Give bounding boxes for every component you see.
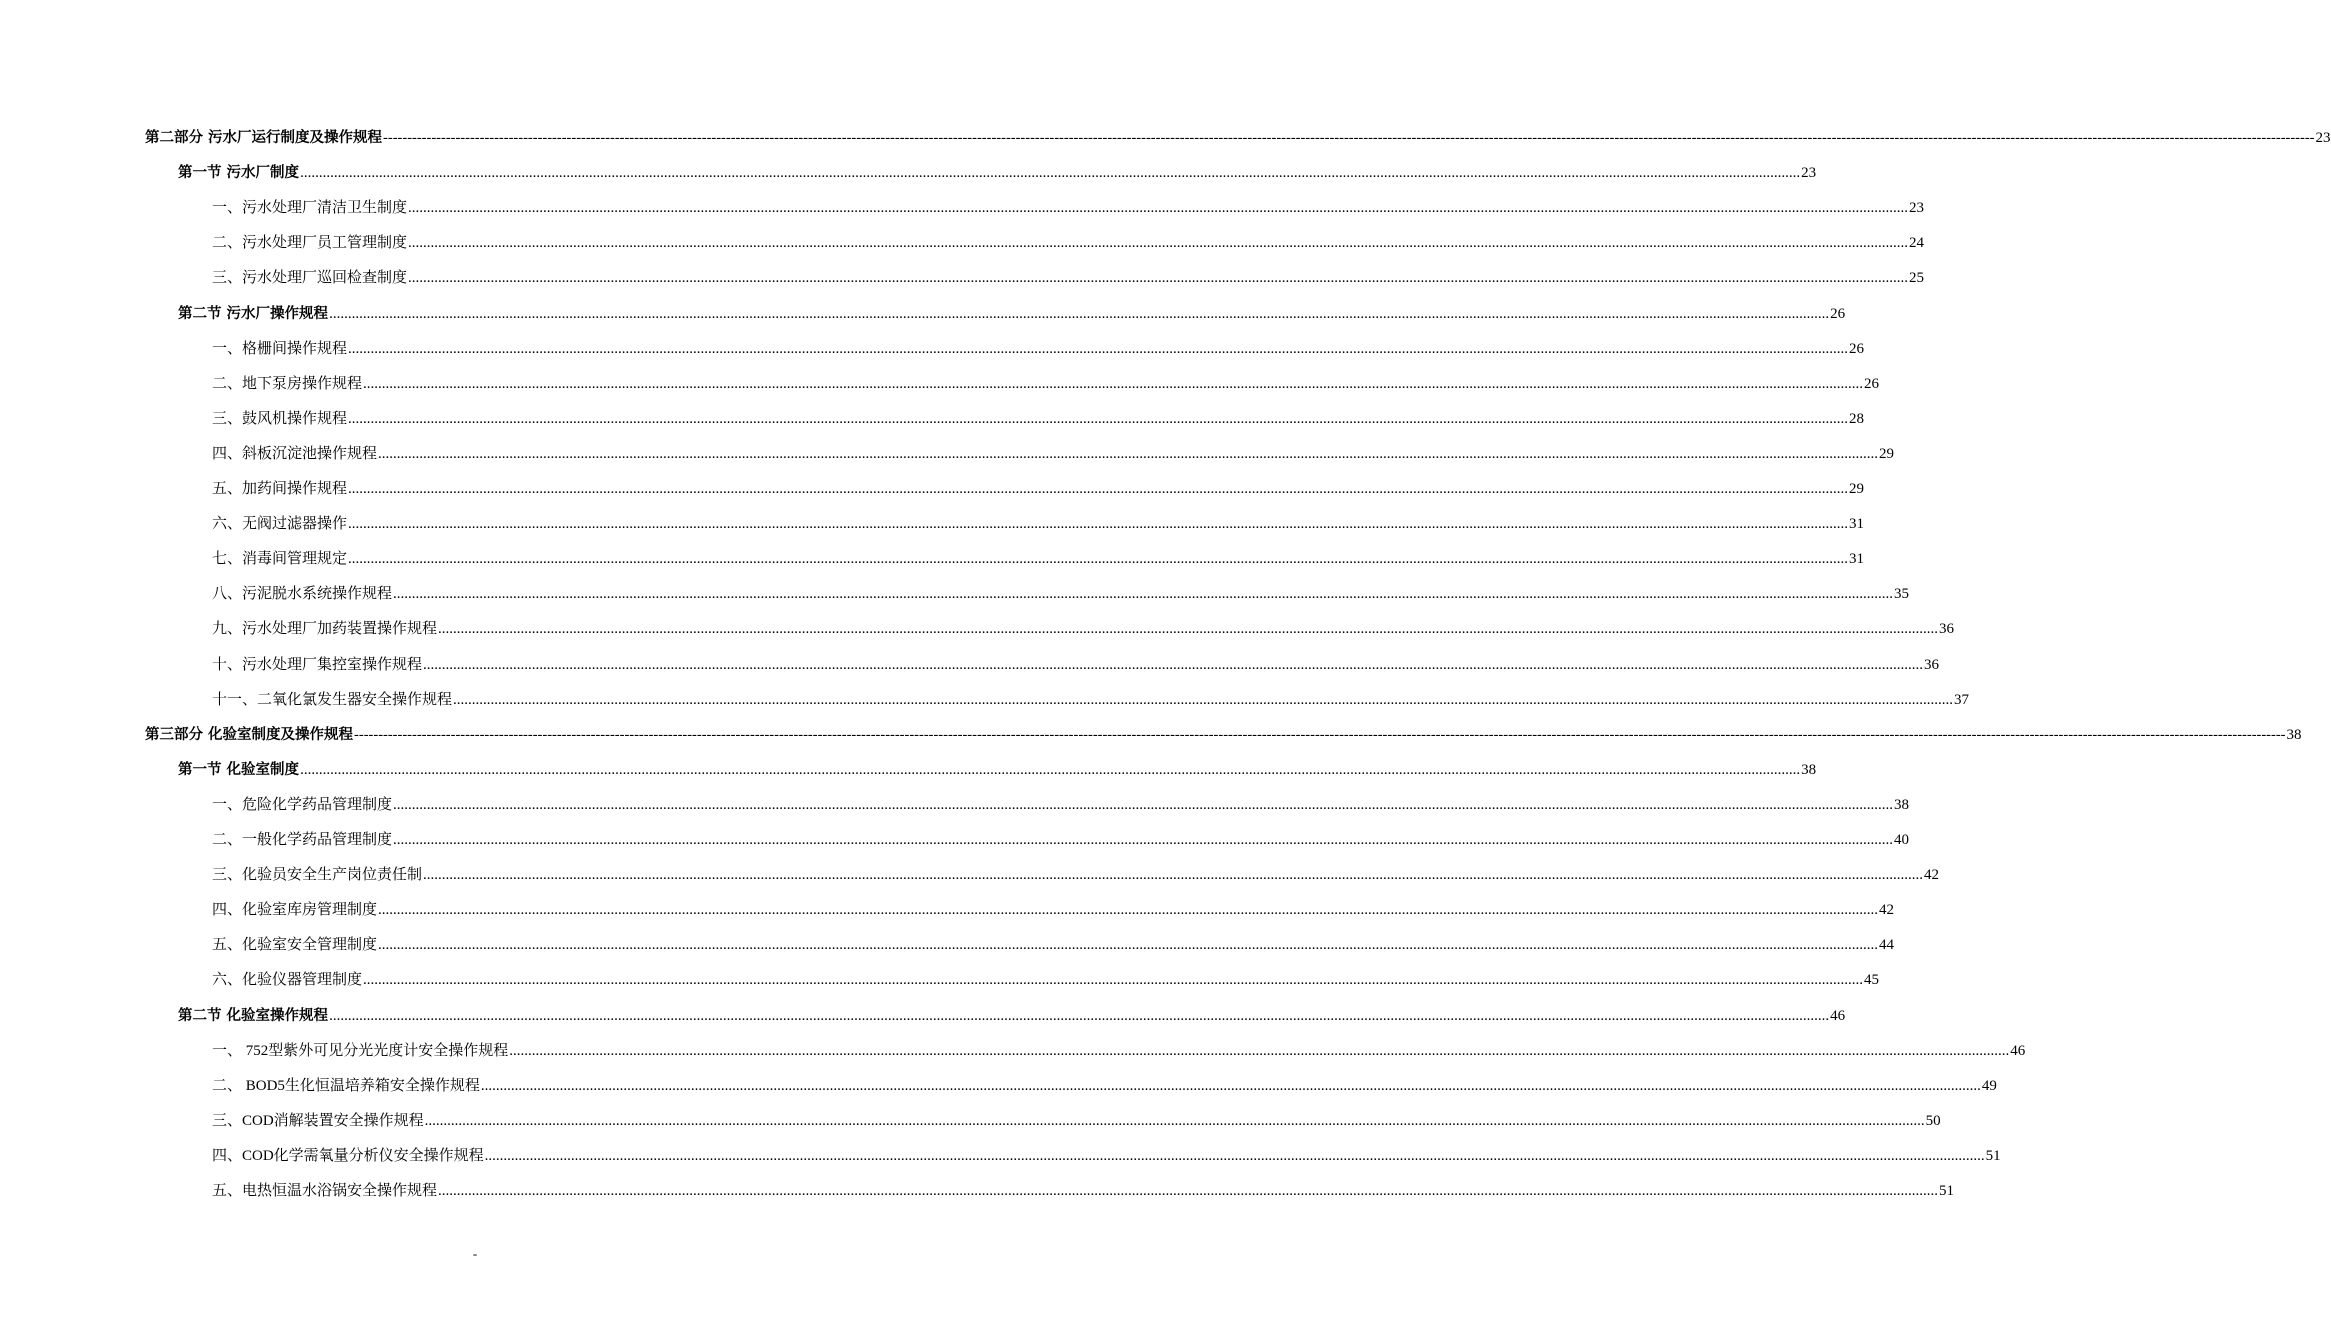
toc-item-entry[interactable] [212, 260, 1925, 288]
toc-entry-label: 五、化验室安全管理制度 [212, 937, 378, 954]
toc-leader: ................................................................................................................................................................................................................................................................................................................................................................................................................ [329, 305, 1830, 322]
toc-entry-label: 六、无阀过滤器操作 [212, 516, 348, 533]
toc-page-number: 28 [1849, 410, 1865, 427]
toc-leader: ................................................................................................................................................................................................................................................................................................................................................................................................................ [378, 937, 1879, 954]
toc-leader: ................................................................................................................................................................................................................................................................................................................................................................................................................ [348, 551, 1849, 568]
toc-leader: ................................................................................................................................................................................................................................................................................................................................................................................................................ [393, 586, 1894, 603]
toc-entry-label: 三、污水处理厂巡回检查制度 [212, 270, 408, 287]
toc-entry-label: 十、污水处理厂集控室操作规程 [212, 656, 423, 673]
toc-item-entry[interactable] [212, 682, 1970, 710]
toc-entry-label: 四、斜板沉淀池操作规程 [212, 445, 378, 462]
toc-leader: ---------------------------------------------------------------------------------------------------------------------------------------------------------------------------------------------------------------------------------------------------------------------------------------------------------------------------------------------------------------------------------------------------------------- [354, 726, 2286, 743]
toc-entry-label: 一、格栅间操作规程 [212, 340, 348, 357]
toc-section-entry[interactable] [178, 296, 1846, 324]
toc-leader: ................................................................................................................................................................................................................................................................................................................................................................................................................ [408, 200, 1909, 217]
toc-page-number: 38 [1801, 761, 1817, 778]
toc-leader: ................................................................................................................................................................................................................................................................................................................................................................................................................ [348, 410, 1849, 427]
toc-leader: ................................................................................................................................................................................................................................................................................................................................................................................................................ [329, 1007, 1830, 1024]
toc-entry-label: 第二部分 污水厂运行制度及操作规程 [145, 130, 383, 146]
toc-leader: ................................................................................................................................................................................................................................................................................................................................................................................................................ [408, 235, 1909, 252]
toc-item-entry[interactable] [212, 1033, 2026, 1061]
toc-entry-label: 二、污水处理厂员工管理制度 [212, 235, 408, 252]
toc-item-entry[interactable] [212, 927, 1895, 955]
toc-item-entry[interactable] [212, 436, 1895, 464]
toc-item-entry[interactable] [212, 1103, 1941, 1131]
toc-item-entry[interactable] [212, 1138, 2001, 1166]
toc-leader: ................................................................................................................................................................................................................................................................................................................................................................................................................ [424, 1112, 1925, 1129]
toc-entry-label: 一、污水处理厂清洁卫生制度 [212, 200, 408, 217]
toc-leader: ................................................................................................................................................................................................................................................................................................................................................................................................................ [509, 1042, 2010, 1059]
toc-leader: ................................................................................................................................................................................................................................................................................................................................................................................................................ [300, 165, 1801, 182]
toc-leader: ................................................................................................................................................................................................................................................................................................................................................................................................................ [484, 1147, 1985, 1164]
toc-page-number: 37 [1954, 691, 1970, 708]
toc-leader: ---------------------------------------------------------------------------------------------------------------------------------------------------------------------------------------------------------------------------------------------------------------------------------------------------------------------------------------------------------------------------------------------------------------- [383, 130, 2315, 146]
toc-leader: ................................................................................................................................................................................................................................................................................................................................................................................................................ [393, 832, 1894, 848]
toc-entry-label: 第二节 化验室操作规程 [178, 1007, 329, 1024]
toc-section-entry[interactable] [178, 155, 1817, 183]
toc-page-number: 38 [1894, 796, 1910, 813]
toc-entry-label: 二、一般化学药品管理制度 [212, 832, 393, 848]
toc-entry-label: 五、加药间操作规程 [212, 481, 348, 497]
toc-entry-label: 第一节 污水厂制度 [178, 165, 300, 182]
toc-page-number: 29 [1879, 445, 1895, 462]
toc-item-entry[interactable] [212, 822, 1910, 850]
toc-leader: ................................................................................................................................................................................................................................................................................................................................................................................................................ [423, 656, 1924, 673]
toc-page-number: 26 [1849, 340, 1865, 357]
toc-entry-label: 二、 BOD5生化恒温培养箱安全操作规程 [212, 1077, 480, 1094]
toc-entry-label: 七、消毒间管理规定 [212, 551, 348, 568]
toc-page-number: 29 [1849, 481, 1865, 497]
toc-part-entry[interactable] [145, 717, 2302, 745]
toc-item-entry[interactable] [212, 190, 1925, 218]
toc-entry-label: 八、污泥脱水系统操作规程 [212, 586, 393, 603]
toc-entry-label: 一、危险化学药品管理制度 [212, 796, 393, 813]
toc-item-entry[interactable] [212, 647, 1940, 675]
toc-page-number: 36 [1924, 656, 1940, 673]
toc-page-number: 35 [1894, 586, 1910, 603]
toc-entry-label: 第一节 化验室制度 [178, 761, 300, 778]
toc-page-number: 25 [1909, 270, 1925, 287]
toc-item-entry[interactable] [212, 471, 1865, 499]
toc-page-number: 51 [1985, 1147, 2001, 1164]
toc-page-number: 26 [1864, 375, 1880, 392]
toc-part-entry[interactable] [145, 120, 2331, 148]
toc-leader: ................................................................................................................................................................................................................................................................................................................................................................................................................ [438, 1183, 1939, 1199]
toc-leader: ................................................................................................................................................................................................................................................................................................................................................................................................................ [300, 761, 1801, 778]
toc-leader: ................................................................................................................................................................................................................................................................................................................................................................................................................ [378, 902, 1879, 919]
toc-entry-label: 一、 752型紫外可见分光光度计安全操作规程 [212, 1042, 509, 1059]
toc-page-number: 46 [2010, 1042, 2026, 1059]
toc-leader: ................................................................................................................................................................................................................................................................................................................................................................................................................ [453, 691, 1954, 708]
toc-entry-label: 四、COD化学需氧量分析仪安全操作规程 [212, 1147, 484, 1164]
toc-leader: ................................................................................................................................................................................................................................................................................................................................................................................................................ [348, 481, 1849, 497]
toc-leader: ................................................................................................................................................................................................................................................................................................................................................................................................................ [363, 375, 1864, 392]
page-footer: - [472, 1246, 478, 1261]
toc-leader: ................................................................................................................................................................................................................................................................................................................................................................................................................ [423, 867, 1924, 884]
toc-item-entry[interactable] [212, 401, 1865, 429]
toc-section-entry[interactable] [178, 752, 1817, 780]
toc-page-number: 45 [1864, 972, 1880, 989]
toc-leader: ................................................................................................................................................................................................................................................................................................................................................................................................................ [480, 1077, 1981, 1094]
toc-entry-label: 第二节 污水厂操作规程 [178, 305, 329, 322]
toc-item-entry[interactable] [212, 857, 1940, 885]
toc-item-entry[interactable] [212, 611, 1955, 639]
toc-item-entry[interactable] [212, 225, 1925, 253]
toc-page-number: 50 [1925, 1112, 1941, 1129]
toc-section-entry[interactable] [178, 998, 1846, 1026]
toc-entry-label: 二、地下泵房操作规程 [212, 375, 363, 392]
toc-leader: ................................................................................................................................................................................................................................................................................................................................................................................................................ [438, 621, 1939, 638]
toc-leader: ................................................................................................................................................................................................................................................................................................................................................................................................................ [348, 516, 1849, 533]
toc-leader: ................................................................................................................................................................................................................................................................................................................................................................................................................ [348, 340, 1849, 357]
toc-item-entry[interactable] [212, 962, 1880, 990]
toc-entry-label: 三、化验员安全生产岗位责任制 [212, 867, 423, 884]
toc-page-number: 40 [1894, 832, 1910, 848]
toc-page-number: 23 [1801, 165, 1817, 182]
toc-item-entry[interactable] [212, 892, 1895, 920]
toc-entry-label: 三、鼓风机操作规程 [212, 410, 348, 427]
toc-entry-label: 十一、二氧化氯发生器安全操作规程 [212, 691, 453, 708]
toc-item-entry[interactable] [212, 1173, 1955, 1201]
toc-page-number: 42 [1924, 867, 1940, 884]
toc-page-number: 23 [2315, 130, 2331, 146]
toc-page-number: 26 [1830, 305, 1846, 322]
toc-entry-label: 四、化验室库房管理制度 [212, 902, 378, 919]
toc-entry-label: 五、电热恒温水浴锅安全操作规程 [212, 1183, 438, 1199]
toc-page-number: 49 [1981, 1077, 1997, 1094]
toc-page-number: 24 [1909, 235, 1925, 252]
toc-page-number: 42 [1879, 902, 1895, 919]
toc-page-number: 36 [1939, 621, 1955, 638]
toc-item-entry[interactable] [212, 506, 1865, 534]
toc-item-entry[interactable] [212, 331, 1865, 359]
toc-leader: ................................................................................................................................................................................................................................................................................................................................................................................................................ [378, 445, 1879, 462]
toc-item-entry[interactable] [212, 576, 1910, 604]
toc-entry-label: 六、化验仪器管理制度 [212, 972, 363, 989]
toc-page-number: 38 [2286, 726, 2302, 743]
toc-page-number: 31 [1849, 551, 1865, 568]
toc-entry-label: 第三部分 化验室制度及操作规程 [145, 726, 354, 743]
toc-leader: ................................................................................................................................................................................................................................................................................................................................................................................................................ [363, 972, 1864, 989]
toc-item-entry[interactable] [212, 787, 1910, 815]
toc-page-number: 51 [1939, 1183, 1955, 1199]
toc-item-entry[interactable] [212, 1068, 1997, 1096]
toc-entry-label: 九、污水处理厂加药装置操作规程 [212, 621, 438, 638]
toc-page-number: 23 [1909, 200, 1925, 217]
toc-leader: ................................................................................................................................................................................................................................................................................................................................................................................................................ [408, 270, 1909, 287]
toc-page-number: 44 [1879, 937, 1895, 954]
toc-item-entry[interactable] [212, 541, 1865, 569]
toc-leader: ................................................................................................................................................................................................................................................................................................................................................................................................................ [393, 796, 1894, 813]
toc-entry-label: 三、COD消解装置安全操作规程 [212, 1112, 424, 1129]
toc-item-entry[interactable] [212, 366, 1880, 394]
toc-page-number: 46 [1830, 1007, 1846, 1024]
toc-page-number: 31 [1849, 516, 1865, 533]
